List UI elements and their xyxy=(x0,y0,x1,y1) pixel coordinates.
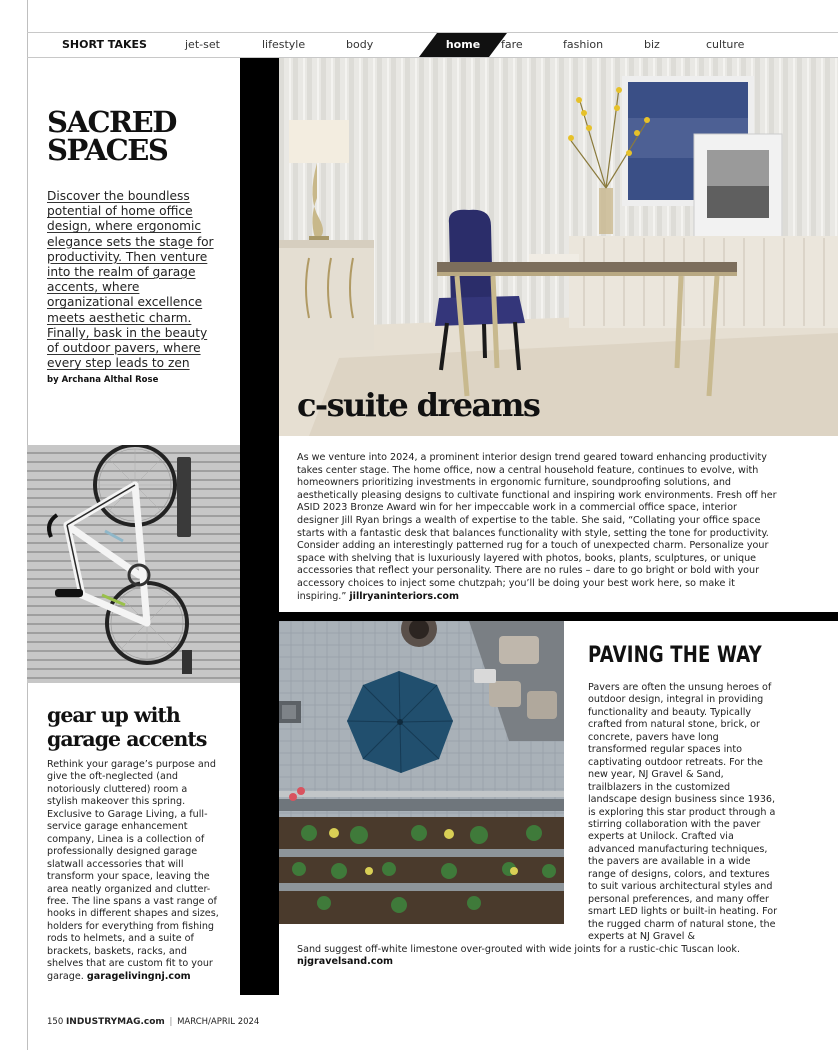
nav-item-fashion[interactable]: fashion xyxy=(563,38,604,51)
garage-body-text: Rethink your garage’s purpose and give the oft-neglected (and notoriously cluttered) room a stylish makeover this spring. Exclusive to Garage Living, a full-service garage enhancement company, Linea is a collection of professionally designed garage slatwall accessories that will transform your space, leaving the area neatly organized and clutter-free. The line spans a vast range of hooks in different shapes and sizes, holders for everything from fishing rods to helmets, and a suite of brackets, baskets, racks, and shelves that are custom fit to your garage. xyxy=(47,759,219,982)
garage-section-body xyxy=(47,759,219,983)
nav-item-biz[interactable]: biz xyxy=(644,38,660,51)
office-website-link[interactable]: jillryaninteriors.com xyxy=(349,590,460,602)
black-divider-column xyxy=(240,58,279,995)
magazine-site[interactable]: INDUSTRYMAG.com xyxy=(65,1017,165,1027)
nav-section-label: SHORT TAKES xyxy=(62,38,147,51)
feature-headline-line2: SPACES xyxy=(47,133,168,167)
garage-website-link[interactable]: garagelivingnj.com xyxy=(86,970,191,982)
paving-body-continued-text: Sand suggest off-white limestone over-grouted with wide joints for a rustic-chic Tuscan look. xyxy=(297,944,740,955)
paver-patio-photo xyxy=(279,621,564,924)
nav-item-lifestyle[interactable]: lifestyle xyxy=(262,38,306,51)
nav-item-home[interactable]: home xyxy=(445,38,481,51)
feature-headline xyxy=(47,105,237,167)
page-number: 150 xyxy=(47,1017,64,1027)
nav-item-fare[interactable]: fare xyxy=(501,38,523,51)
garage-title-line2: garage accents xyxy=(47,727,207,751)
paving-section-body: Pavers are often the unsung heroes of outdoor design, integral in providing functionality and beauty. Typically crafted from natural stone, brick, or concrete, pavers have long transformed regular spaces into captivating outdoor retreats. For the new year, NJ Gravel & Sand, trailblazers in the customized landscape design business since 1936, is exploring this star product through a stirring collaboration with the paver experts at Unilock. Crafted via advanced manufacturing techniques, the pavers are available in a wide range of designs, colors, and textures to suit various architectural styles and personal preferences, and many offer smart LED lights or built-in heating. For the rugged charm of natural stone, the experts at NJ Gravel & xyxy=(588,682,778,943)
feature-intro: Discover the boundless potential of home office design, where ergonomic elegance sets the stage for productivity. Then venture into the realm of garage accents, where organizational excellence meets aesthetic charm. Finally, bask in the beauty of outdoor pavers, where every step leads to zen xyxy=(47,189,214,371)
black-divider-band xyxy=(279,612,838,621)
office-section-body xyxy=(297,452,777,603)
nav-item-culture[interactable]: culture xyxy=(706,38,745,51)
office-photo xyxy=(279,58,838,436)
garage-section-title xyxy=(47,703,237,751)
paving-section-body-continued xyxy=(297,944,777,969)
paving-website-link[interactable]: njgravelsand.com xyxy=(297,956,394,968)
issue-date: MARCH/APRIL 2024 xyxy=(177,1017,260,1027)
section-nav-bar xyxy=(27,32,838,58)
nav-item-body[interactable]: body xyxy=(346,38,374,51)
garage-title-line1: gear up with xyxy=(47,703,180,727)
office-body-text: As we venture into 2024, a prominent interior design trend geared toward enhancing productivity takes center stage. The home office, now a central household feature, continues to evolve, with homeowners prioritizing investments in ergonomic furniture, soundproofing solutions, and aesthetically pleasing designs to cultivate functional and inspiring work environments. Fresh off her ASID 2023 Bronze Award win for her impeccable work in a commercial office space, interior designer Jill Ryan brings a wealth of expertise to the table. She said, “Collating your office space starts with a fantastic desk that balances functionality with style, setting the tone for productivity. Consider adding an interestingly patterned rug for a touch of unexpected charm. Personalize your space with shelving that is luxuriously layered with photos, books, plants, sculptures, or unique accessories that reflect your personality. There are no rules – dare to go bright or bold with your accessory choices to inject some chutzpah; you’ll be doing your best work here, so make it inspiring.” xyxy=(297,452,777,602)
folio-separator: | xyxy=(169,1017,173,1027)
byline: by Archana Althal Rose xyxy=(47,375,159,385)
feature-headline-line1: SACRED xyxy=(47,105,176,139)
office-section-title: c-suite dreams xyxy=(297,386,540,424)
nav-item-jet-set[interactable]: jet-set xyxy=(185,38,220,51)
paving-section-title: PAVING THE WAY xyxy=(588,643,762,668)
page-folio xyxy=(47,1017,259,1027)
garage-bike-photo xyxy=(27,445,240,683)
